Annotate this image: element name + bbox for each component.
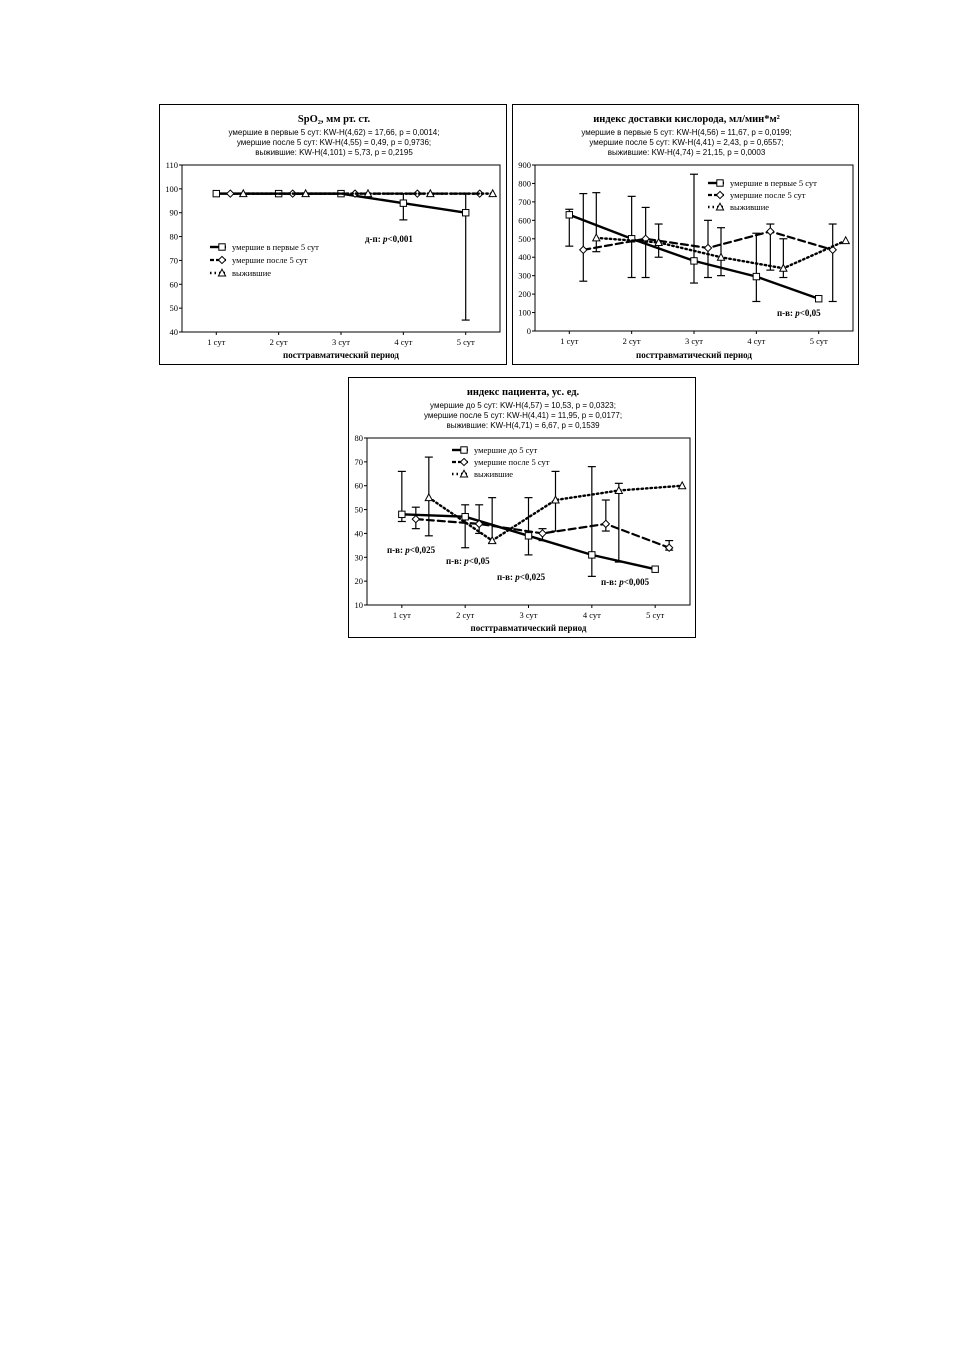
data-point-square [589, 552, 595, 558]
annotation-prefix: п-в: [446, 556, 465, 566]
x-tick-label: 3 сут [519, 610, 538, 620]
significance-annotation [497, 572, 546, 582]
x-tick-label: 1 сут [207, 337, 226, 347]
annotation-prefix: п-в: [777, 308, 796, 318]
x-axis-label: посттравматический период [470, 623, 587, 633]
legend-label: умершие до 5 сут [474, 445, 538, 455]
annotation-prefix: п-в: [387, 545, 406, 555]
annotation-p: p [619, 577, 624, 587]
data-point-square [525, 533, 531, 539]
annotation-p: p [464, 556, 469, 566]
data-point-square [691, 258, 697, 264]
significance-annotation [601, 577, 650, 587]
x-axis-label: посттравматический период [283, 350, 399, 360]
chart-statistic-line: умершие в первые 5 сут: KW-H(4,62) = 17,66, p = 0,0014; [228, 128, 440, 137]
legend-marker [219, 244, 225, 250]
data-point-diamond [767, 228, 774, 235]
y-tick-label: 10 [354, 600, 363, 610]
data-point-triangle [780, 264, 787, 271]
annotation-prefix: п-в: [601, 577, 620, 587]
data-point-triangle [425, 494, 432, 501]
data-point-triangle [842, 237, 849, 244]
x-tick-label: 2 сут [269, 337, 288, 347]
annotation-p: p [515, 572, 520, 582]
y-tick-label: 0 [526, 326, 531, 336]
y-tick-label: 100 [165, 183, 178, 194]
y-tick-label: 700 [518, 196, 531, 207]
legend-marker [716, 191, 723, 198]
data-point-diamond [412, 516, 419, 523]
x-tick-label: 4 сут [394, 337, 413, 347]
x-axis-label: посттравматический период [636, 350, 752, 360]
significance-annotation [777, 308, 821, 318]
y-tick-label: 60 [354, 480, 363, 491]
y-tick-label: 100 [518, 307, 531, 318]
legend-label: умершие после 5 сут [232, 255, 308, 265]
data-point-diamond [227, 190, 234, 197]
y-tick-label: 400 [518, 252, 531, 263]
data-point-diamond [580, 246, 587, 253]
legend-label: выжившие [474, 469, 514, 479]
legend-marker [461, 447, 467, 453]
chart-title: индекс доставки кислорода, мл/мин*м² [593, 114, 780, 125]
annotation-p: p [405, 545, 410, 555]
oxygen-delivery-chart-panel [512, 104, 859, 365]
legend-label: умершие после 5 сут [474, 457, 550, 467]
oxygen-delivery-chart-svg [513, 105, 860, 366]
chart-statistic-line: умершие после 5 сут: KW-H(4,41) = 11,95, p = 0,0177; [423, 411, 623, 420]
x-tick-label: 5 сут [646, 610, 665, 620]
data-point-diamond [602, 520, 609, 527]
data-point-square [462, 514, 468, 520]
annotation-prefix: д-п: [365, 234, 383, 244]
significance-annotation [446, 556, 490, 566]
annotation-value: <0,025 [409, 545, 436, 555]
chart-statistic-line: умершие после 5 сут: KW-H(4,41) = 2,43, p = 0,6557; [589, 138, 784, 147]
x-tick-label: 3 сут [684, 336, 704, 346]
x-tick-label: 5 сут [809, 336, 828, 346]
y-tick-label: 600 [518, 215, 531, 226]
x-tick-label: 2 сут [456, 610, 475, 620]
annotation-value: <0,025 [519, 572, 546, 582]
data-point-square [652, 566, 658, 572]
annotation-p: p [382, 234, 388, 244]
data-point-square [816, 296, 822, 302]
data-point-square [463, 210, 469, 216]
data-point-square [399, 511, 405, 517]
spo2-chart-svg [160, 105, 508, 366]
annotation-value: <0,05 [799, 308, 821, 318]
y-tick-label: 70 [169, 255, 178, 266]
annotation-value: <0,05 [468, 556, 490, 566]
data-point-square [566, 212, 572, 218]
x-tick-label: 5 сут [456, 337, 475, 347]
legend-label: выжившие [232, 268, 272, 278]
data-point-square [213, 190, 219, 196]
legend-label: умершие после 5 сут [730, 190, 806, 200]
y-tick-label: 50 [354, 504, 363, 515]
chart-statistic-line: умершие в первые 5 сут: KW-H(4,56) = 11,67, p = 0,0199; [581, 128, 792, 137]
y-tick-label: 300 [518, 270, 531, 281]
y-tick-label: 110 [165, 160, 178, 170]
y-tick-label: 900 [518, 160, 531, 170]
chart-statistic-line: выжившие: KW-H(4,101) = 5,73, p = 0,2195 [255, 148, 413, 157]
y-tick-label: 800 [518, 178, 531, 189]
x-tick-label: 4 сут [582, 610, 601, 620]
y-tick-label: 90 [169, 207, 178, 218]
annotation-p: p [795, 308, 800, 318]
chart-statistic-line: выжившие: KW-H(4,71) = 6,67, p = 0,1539 [446, 421, 600, 430]
y-tick-label: 20 [354, 576, 363, 587]
legend-label: умершие в первые 5 сут [730, 178, 817, 188]
legend-marker [218, 256, 225, 263]
y-tick-label: 50 [169, 303, 178, 314]
data-point-square [400, 200, 406, 206]
chart-statistic-line: умершие до 5 сут: KW-H(4,57) = 10,53, p = 0,0323; [430, 401, 616, 410]
y-tick-label: 60 [169, 279, 178, 290]
patient-index-chart-panel [348, 377, 696, 638]
chart-title: индекс пациента, ус. ед. [466, 387, 580, 398]
annotation-value: <0,005 [623, 577, 650, 587]
y-tick-label: 30 [354, 552, 363, 563]
annotation-prefix: п-в: [497, 572, 516, 582]
data-point-diamond [704, 244, 711, 251]
chart-statistic-line: умершие после 5 сут: KW-H(4,55) = 0,49, p = 0,9736; [236, 138, 432, 147]
y-tick-label: 80 [354, 433, 363, 443]
series-2 [579, 194, 836, 302]
y-tick-label: 200 [518, 289, 531, 300]
y-tick-label: 40 [169, 327, 178, 337]
y-tick-label: 80 [169, 231, 178, 242]
x-tick-label: 1 сут [560, 336, 579, 346]
legend-marker [460, 458, 467, 465]
spo2-chart-panel [159, 104, 507, 365]
legend-label: выжившие [730, 202, 770, 212]
significance-annotation [387, 545, 436, 555]
y-tick-label: 70 [354, 456, 363, 467]
x-tick-label: 3 сут [331, 337, 351, 347]
x-tick-label: 4 сут [747, 336, 766, 346]
patient-index-chart-svg [349, 378, 697, 639]
significance-annotation [365, 234, 413, 244]
legend-label: умершие в первые 5 сут [232, 242, 319, 252]
data-point-square [753, 273, 759, 279]
x-tick-label: 2 сут [622, 336, 641, 346]
x-tick-label: 1 сут [392, 610, 411, 620]
chart-statistic-line: выжившие: KW-H(4,74) = 21,15, p = 0,0003 [607, 148, 766, 157]
y-tick-label: 500 [518, 233, 531, 244]
data-point-diamond [539, 530, 546, 537]
chart-title: SpO₂, мм рт. ст. [297, 114, 371, 125]
annotation-value: <0,001 [387, 234, 413, 244]
y-tick-label: 40 [354, 528, 363, 539]
legend-marker [717, 180, 723, 186]
